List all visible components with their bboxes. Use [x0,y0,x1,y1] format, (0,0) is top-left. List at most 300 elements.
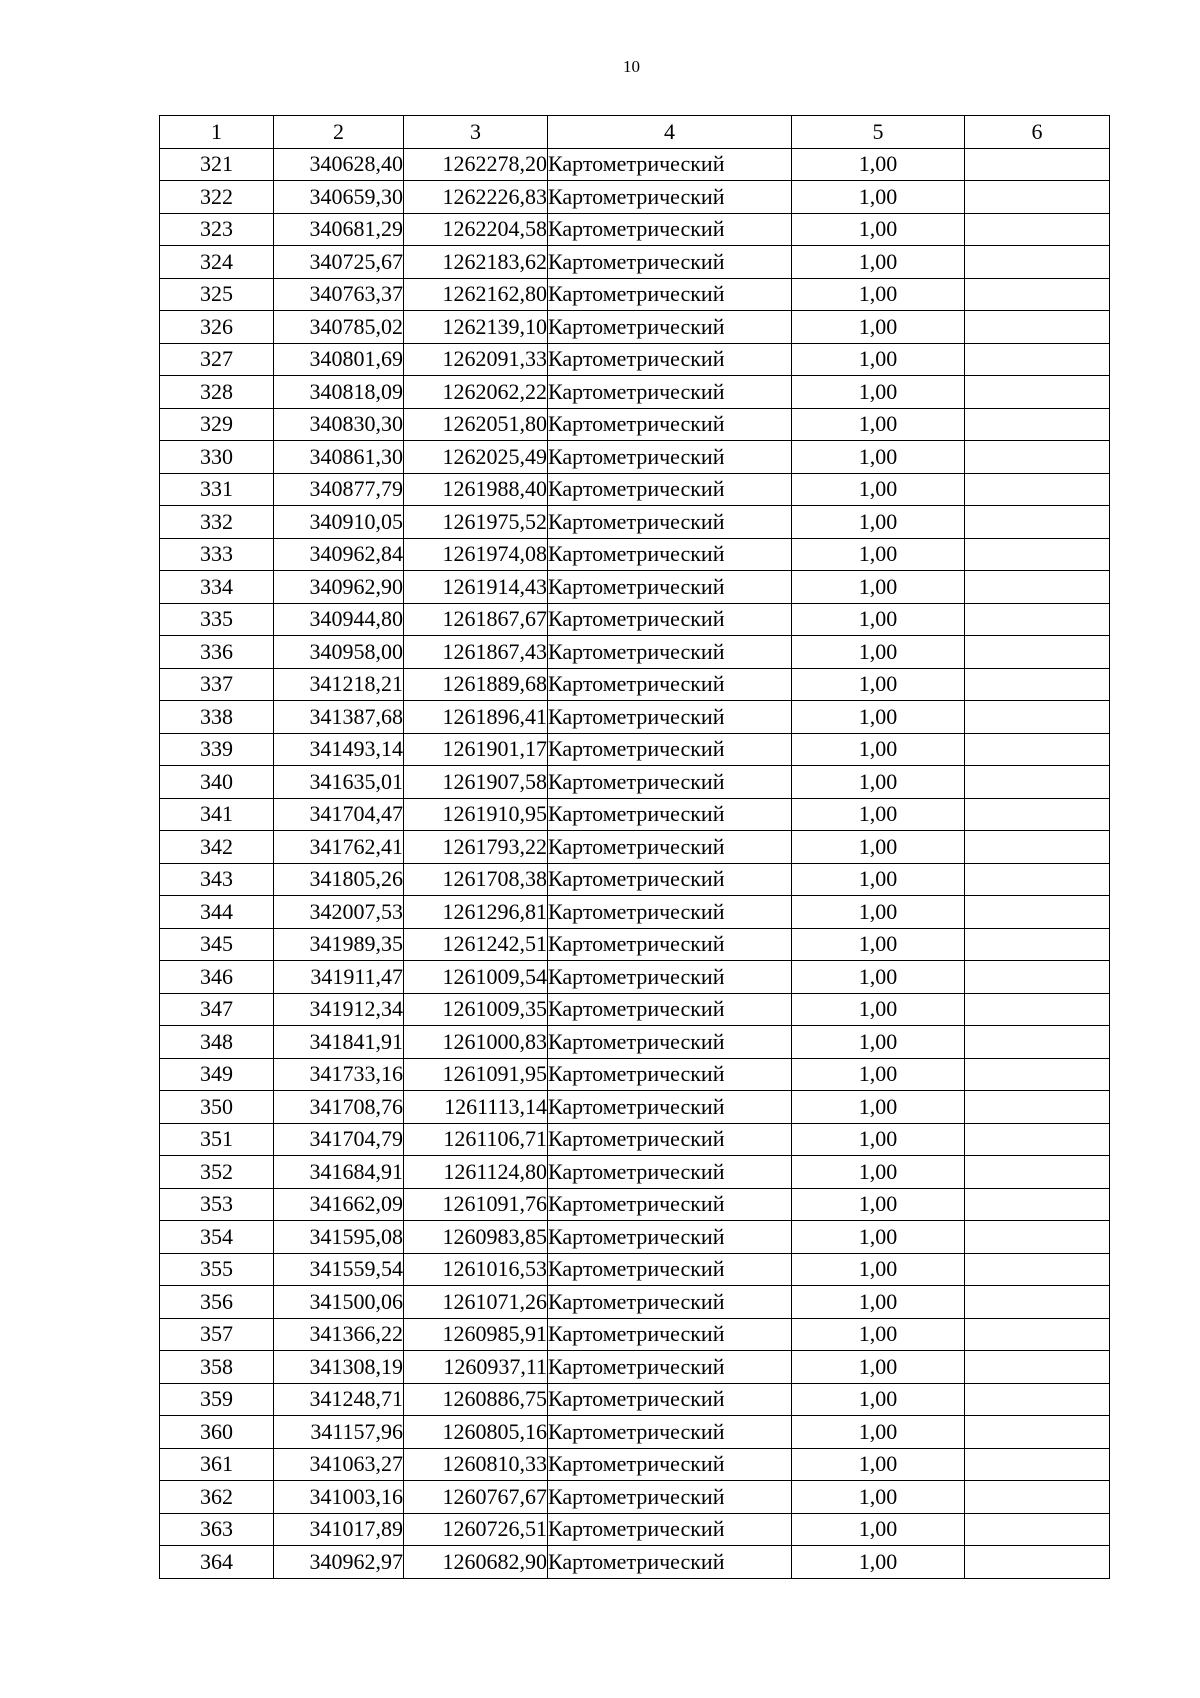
method-cell: Картометрический [548,1481,792,1514]
note-cell [965,961,1110,994]
note-cell [965,863,1110,896]
note-cell [965,246,1110,279]
y-coordinate-cell: 1261974,08 [404,538,548,571]
note-cell [965,733,1110,766]
point-number-cell: 334 [160,571,274,604]
note-cell [965,538,1110,571]
y-coordinate-cell: 1261867,67 [404,603,548,636]
method-cell: Картометрический [548,473,792,506]
table-row [160,831,1110,864]
point-number-cell: 345 [160,928,274,961]
note-cell [965,1091,1110,1124]
x-coordinate-cell: 341017,89 [274,1513,404,1546]
y-coordinate-cell: 1261910,95 [404,798,548,831]
method-cell: Картометрический [548,441,792,474]
method-cell: Картометрический [548,1188,792,1221]
point-number-cell: 344 [160,896,274,929]
point-number-cell: 327 [160,343,274,376]
table-row [160,408,1110,441]
method-cell: Картометрический [548,408,792,441]
x-coordinate-cell: 341733,16 [274,1058,404,1091]
y-coordinate-cell: 1260937,11 [404,1351,548,1384]
table-row [160,961,1110,994]
y-coordinate-cell: 1260682,90 [404,1546,548,1579]
note-cell [965,278,1110,311]
x-coordinate-cell: 341708,76 [274,1091,404,1124]
y-coordinate-cell: 1262226,83 [404,181,548,214]
column-header: 3 [404,116,548,149]
note-cell [965,1123,1110,1156]
error-cell: 1,00 [792,1123,965,1156]
table-row [160,376,1110,409]
error-cell: 1,00 [792,408,965,441]
y-coordinate-cell: 1261914,43 [404,571,548,604]
x-coordinate-cell: 341704,79 [274,1123,404,1156]
y-coordinate-cell: 1260886,75 [404,1383,548,1416]
method-cell: Картометрический [548,148,792,181]
x-coordinate-cell: 341003,16 [274,1481,404,1514]
x-coordinate-cell: 341805,26 [274,863,404,896]
point-number-cell: 354 [160,1221,274,1254]
x-coordinate-cell: 341911,47 [274,961,404,994]
y-coordinate-cell: 1261907,58 [404,766,548,799]
x-coordinate-cell: 340910,05 [274,506,404,539]
y-coordinate-cell: 1262278,20 [404,148,548,181]
method-cell: Картометрический [548,701,792,734]
method-cell: Картометрический [548,538,792,571]
table-row [160,993,1110,1026]
method-cell: Картометрический [548,213,792,246]
point-number-cell: 329 [160,408,274,441]
table-row [160,1546,1110,1579]
error-cell: 1,00 [792,278,965,311]
method-cell: Картометрический [548,571,792,604]
point-number-cell: 330 [160,441,274,474]
method-cell: Картометрический [548,1253,792,1286]
x-coordinate-cell: 340877,79 [274,473,404,506]
table-row [160,148,1110,181]
x-coordinate-cell: 341387,68 [274,701,404,734]
x-coordinate-cell: 340958,00 [274,636,404,669]
point-number-cell: 360 [160,1416,274,1449]
table-row [160,896,1110,929]
x-coordinate-cell: 341500,06 [274,1286,404,1319]
note-cell [965,1253,1110,1286]
y-coordinate-cell: 1261988,40 [404,473,548,506]
note-cell [965,408,1110,441]
error-cell: 1,00 [792,993,965,1026]
error-cell: 1,00 [792,831,965,864]
method-cell: Картометрический [548,1318,792,1351]
point-number-cell: 350 [160,1091,274,1124]
table-row [160,1351,1110,1384]
note-cell [965,1286,1110,1319]
x-coordinate-cell: 341762,41 [274,831,404,864]
note-cell [965,1481,1110,1514]
point-number-cell: 362 [160,1481,274,1514]
method-cell: Картометрический [548,798,792,831]
table-row [160,928,1110,961]
point-number-cell: 357 [160,1318,274,1351]
error-cell: 1,00 [792,1188,965,1221]
error-cell: 1,00 [792,668,965,701]
table-row [160,1286,1110,1319]
point-number-cell: 333 [160,538,274,571]
method-cell: Картометрический [548,278,792,311]
x-coordinate-cell: 340818,09 [274,376,404,409]
note-cell [965,1026,1110,1059]
method-cell: Картометрический [548,343,792,376]
note-cell [965,213,1110,246]
note-cell [965,1188,1110,1221]
note-cell [965,1383,1110,1416]
table-row [160,571,1110,604]
y-coordinate-cell: 1261091,76 [404,1188,548,1221]
table-row [160,506,1110,539]
point-number-cell: 341 [160,798,274,831]
y-coordinate-cell: 1260810,33 [404,1448,548,1481]
point-number-cell: 322 [160,181,274,214]
method-cell: Картометрический [548,863,792,896]
column-header: 4 [548,116,792,149]
y-coordinate-cell: 1262204,58 [404,213,548,246]
y-coordinate-cell: 1260983,85 [404,1221,548,1254]
table-row [160,766,1110,799]
error-cell: 1,00 [792,1351,965,1384]
column-header: 1 [160,116,274,149]
y-coordinate-cell: 1262162,80 [404,278,548,311]
table-row [160,473,1110,506]
note-cell [965,1416,1110,1449]
x-coordinate-cell: 341989,35 [274,928,404,961]
note-cell [965,148,1110,181]
x-coordinate-cell: 341841,91 [274,1026,404,1059]
note-cell [965,766,1110,799]
method-cell: Картометрический [548,636,792,669]
x-coordinate-cell: 340659,30 [274,181,404,214]
table-row [160,636,1110,669]
table-row [160,538,1110,571]
method-cell: Картометрический [548,993,792,1026]
y-coordinate-cell: 1261071,26 [404,1286,548,1319]
note-cell [965,701,1110,734]
point-number-cell: 338 [160,701,274,734]
x-coordinate-cell: 340830,30 [274,408,404,441]
y-coordinate-cell: 1261106,71 [404,1123,548,1156]
error-cell: 1,00 [792,441,965,474]
column-header: 2 [274,116,404,149]
x-coordinate-cell: 340763,37 [274,278,404,311]
table-row [160,311,1110,344]
error-cell: 1,00 [792,213,965,246]
method-cell: Картометрический [548,506,792,539]
error-cell: 1,00 [792,1058,965,1091]
y-coordinate-cell: 1261016,53 [404,1253,548,1286]
y-coordinate-cell: 1261708,38 [404,863,548,896]
note-cell [965,798,1110,831]
table-row [160,343,1110,376]
y-coordinate-cell: 1261867,43 [404,636,548,669]
note-cell [965,1221,1110,1254]
error-cell: 1,00 [792,571,965,604]
note-cell [965,571,1110,604]
method-cell: Картометрический [548,1156,792,1189]
point-number-cell: 352 [160,1156,274,1189]
point-number-cell: 335 [160,603,274,636]
error-cell: 1,00 [792,148,965,181]
x-coordinate-cell: 341684,91 [274,1156,404,1189]
x-coordinate-cell: 340725,67 [274,246,404,279]
method-cell: Картометрический [548,603,792,636]
method-cell: Картометрический [548,311,792,344]
table-body [160,148,1110,1578]
error-cell: 1,00 [792,603,965,636]
page-number: 10 [623,57,640,76]
y-coordinate-cell: 1261793,22 [404,831,548,864]
error-cell: 1,00 [792,1318,965,1351]
table-row [160,1481,1110,1514]
method-cell: Картометрический [548,1221,792,1254]
note-cell [965,181,1110,214]
x-coordinate-cell: 340861,30 [274,441,404,474]
method-cell: Картометрический [548,896,792,929]
point-number-cell: 339 [160,733,274,766]
table-row [160,798,1110,831]
error-cell: 1,00 [792,1221,965,1254]
table-row [160,1156,1110,1189]
note-cell [965,441,1110,474]
method-cell: Картометрический [548,961,792,994]
table-row [160,668,1110,701]
note-cell [965,1058,1110,1091]
column-header: 6 [965,116,1110,149]
table-row [160,863,1110,896]
x-coordinate-cell: 340962,97 [274,1546,404,1579]
error-cell: 1,00 [792,1481,965,1514]
error-cell: 1,00 [792,961,965,994]
error-cell: 1,00 [792,1091,965,1124]
point-number-cell: 337 [160,668,274,701]
table-row [160,1318,1110,1351]
x-coordinate-cell: 340681,29 [274,213,404,246]
method-cell: Картометрический [548,1091,792,1124]
error-cell: 1,00 [792,1026,965,1059]
error-cell: 1,00 [792,1416,965,1449]
note-cell [965,831,1110,864]
y-coordinate-cell: 1262062,22 [404,376,548,409]
method-cell: Картометрический [548,1546,792,1579]
point-number-cell: 353 [160,1188,274,1221]
note-cell [965,311,1110,344]
x-coordinate-cell: 341704,47 [274,798,404,831]
note-cell [965,668,1110,701]
note-cell [965,506,1110,539]
method-cell: Картометрический [548,1351,792,1384]
table-header-row [160,116,1110,149]
error-cell: 1,00 [792,1513,965,1546]
table-row [160,1058,1110,1091]
table-row [160,1221,1110,1254]
method-cell: Картометрический [548,1026,792,1059]
x-coordinate-cell: 341662,09 [274,1188,404,1221]
point-number-cell: 359 [160,1383,274,1416]
y-coordinate-cell: 1261124,80 [404,1156,548,1189]
table-row [160,278,1110,311]
table-row [160,1253,1110,1286]
point-number-cell: 326 [160,311,274,344]
table-row [160,701,1110,734]
point-number-cell: 349 [160,1058,274,1091]
y-coordinate-cell: 1260726,51 [404,1513,548,1546]
point-number-cell: 356 [160,1286,274,1319]
x-coordinate-cell: 341635,01 [274,766,404,799]
x-coordinate-cell: 340962,90 [274,571,404,604]
x-coordinate-cell: 341248,71 [274,1383,404,1416]
x-coordinate-cell: 342007,53 [274,896,404,929]
note-cell [965,376,1110,409]
method-cell: Картометрический [548,831,792,864]
table-row [160,1026,1110,1059]
note-cell [965,636,1110,669]
coordinates-table [159,115,1110,1579]
point-number-cell: 331 [160,473,274,506]
error-cell: 1,00 [792,636,965,669]
point-number-cell: 351 [160,1123,274,1156]
table-row [160,603,1110,636]
error-cell: 1,00 [792,181,965,214]
note-cell [965,1448,1110,1481]
table-row [160,441,1110,474]
method-cell: Картометрический [548,376,792,409]
point-number-cell: 325 [160,278,274,311]
x-coordinate-cell: 341063,27 [274,1448,404,1481]
error-cell: 1,00 [792,1383,965,1416]
note-cell [965,473,1110,506]
method-cell: Картометрический [548,1286,792,1319]
point-number-cell: 342 [160,831,274,864]
error-cell: 1,00 [792,1253,965,1286]
error-cell: 1,00 [792,1156,965,1189]
x-coordinate-cell: 340944,80 [274,603,404,636]
error-cell: 1,00 [792,798,965,831]
error-cell: 1,00 [792,506,965,539]
point-number-cell: 347 [160,993,274,1026]
point-number-cell: 348 [160,1026,274,1059]
x-coordinate-cell: 341595,08 [274,1221,404,1254]
table-row [160,733,1110,766]
method-cell: Картометрический [548,1058,792,1091]
method-cell: Картометрический [548,1383,792,1416]
note-cell [965,603,1110,636]
x-coordinate-cell: 341308,19 [274,1351,404,1384]
error-cell: 1,00 [792,896,965,929]
y-coordinate-cell: 1261896,41 [404,701,548,734]
point-number-cell: 364 [160,1546,274,1579]
y-coordinate-cell: 1261009,54 [404,961,548,994]
point-number-cell: 358 [160,1351,274,1384]
note-cell [965,1513,1110,1546]
method-cell: Картометрический [548,1123,792,1156]
x-coordinate-cell: 340962,84 [274,538,404,571]
column-header: 5 [792,116,965,149]
error-cell: 1,00 [792,343,965,376]
note-cell [965,993,1110,1026]
y-coordinate-cell: 1262139,10 [404,311,548,344]
method-cell: Картометрический [548,733,792,766]
table-row [160,1188,1110,1221]
x-coordinate-cell: 341218,21 [274,668,404,701]
table-row [160,1383,1110,1416]
error-cell: 1,00 [792,376,965,409]
error-cell: 1,00 [792,246,965,279]
error-cell: 1,00 [792,1448,965,1481]
table-row [160,1448,1110,1481]
y-coordinate-cell: 1261975,52 [404,506,548,539]
y-coordinate-cell: 1261113,14 [404,1091,548,1124]
y-coordinate-cell: 1262051,80 [404,408,548,441]
x-coordinate-cell: 340785,02 [274,311,404,344]
point-number-cell: 332 [160,506,274,539]
point-number-cell: 340 [160,766,274,799]
note-cell [965,1351,1110,1384]
y-coordinate-cell: 1262091,33 [404,343,548,376]
error-cell: 1,00 [792,766,965,799]
note-cell [965,1318,1110,1351]
point-number-cell: 323 [160,213,274,246]
x-coordinate-cell: 341559,54 [274,1253,404,1286]
y-coordinate-cell: 1260985,91 [404,1318,548,1351]
y-coordinate-cell: 1261901,17 [404,733,548,766]
note-cell [965,1156,1110,1189]
point-number-cell: 321 [160,148,274,181]
y-coordinate-cell: 1261009,35 [404,993,548,1026]
x-coordinate-cell: 340801,69 [274,343,404,376]
table-row [160,246,1110,279]
error-cell: 1,00 [792,473,965,506]
note-cell [965,343,1110,376]
table-row [160,1123,1110,1156]
point-number-cell: 324 [160,246,274,279]
method-cell: Картометрический [548,181,792,214]
error-cell: 1,00 [792,311,965,344]
note-cell [965,928,1110,961]
y-coordinate-cell: 1261889,68 [404,668,548,701]
method-cell: Картометрический [548,1416,792,1449]
error-cell: 1,00 [792,733,965,766]
table-row [160,1091,1110,1124]
x-coordinate-cell: 340628,40 [274,148,404,181]
error-cell: 1,00 [792,1286,965,1319]
x-coordinate-cell: 341157,96 [274,1416,404,1449]
x-coordinate-cell: 341366,22 [274,1318,404,1351]
method-cell: Картометрический [548,766,792,799]
method-cell: Картометрический [548,1513,792,1546]
y-coordinate-cell: 1260767,67 [404,1481,548,1514]
error-cell: 1,00 [792,863,965,896]
point-number-cell: 336 [160,636,274,669]
y-coordinate-cell: 1260805,16 [404,1416,548,1449]
note-cell [965,896,1110,929]
y-coordinate-cell: 1262025,49 [404,441,548,474]
error-cell: 1,00 [792,928,965,961]
error-cell: 1,00 [792,1546,965,1579]
method-cell: Картометрический [548,246,792,279]
method-cell: Картометрический [548,668,792,701]
x-coordinate-cell: 341493,14 [274,733,404,766]
note-cell [965,1546,1110,1579]
point-number-cell: 346 [160,961,274,994]
point-number-cell: 363 [160,1513,274,1546]
